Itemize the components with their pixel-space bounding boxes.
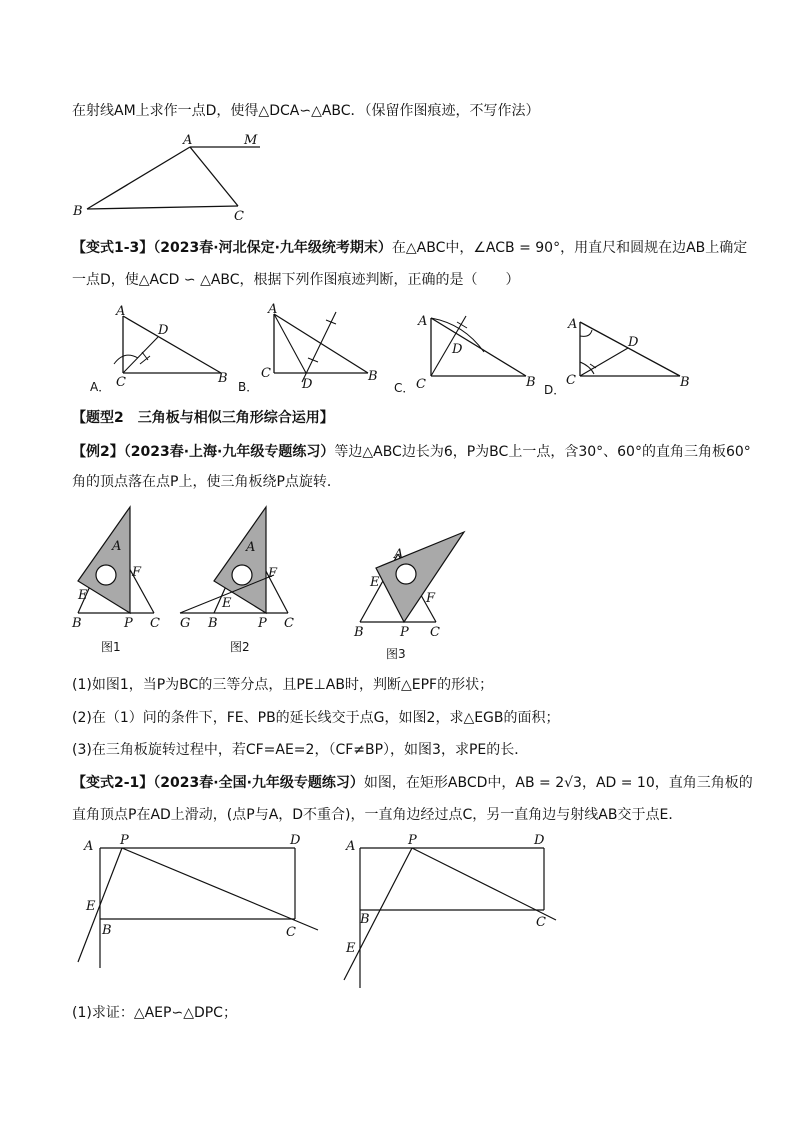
example2-source: （2023春·上海·九年级专题练习）	[123, 444, 335, 460]
example2-tag: 【例2】	[72, 444, 124, 460]
variant13-line1	[72, 238, 747, 258]
svg-text:D: D	[452, 342, 463, 357]
caption-fig3: 图3	[386, 647, 406, 661]
example2-line2: 角的顶点落在点P上，使三角板绕P点旋转．	[72, 474, 341, 490]
svg-text:B: B	[354, 625, 364, 640]
svg-text:D: D	[158, 323, 169, 338]
svg-text:P: P	[124, 616, 133, 631]
intro-line: 在射线AM上求作一点D，使得△DCA∽△ABC．（保留作图痕迹，不写作法）	[72, 103, 540, 119]
svg-text:A: A	[112, 539, 122, 554]
label-M: M	[244, 133, 258, 148]
svg-text:C: C	[566, 373, 576, 388]
svg-text:E: E	[346, 941, 356, 956]
option-a-figure	[88, 302, 238, 394]
figure-ray-am	[60, 128, 280, 223]
svg-text:B: B	[360, 912, 370, 927]
label-A: A	[183, 133, 193, 148]
svg-text:E: E	[86, 899, 96, 914]
svg-text:B: B	[680, 375, 690, 390]
variant13-tag: 【变式1-3】	[72, 240, 154, 256]
svg-text:F: F	[268, 566, 278, 581]
variant13-source: （2023春·河北保定·九年级统考期末）	[153, 240, 392, 256]
label-B: B	[73, 204, 83, 219]
svg-text:B: B	[218, 371, 228, 386]
svg-text:A: A	[394, 547, 404, 562]
figure-2	[176, 505, 306, 657]
svg-text:B: B	[72, 616, 82, 631]
svg-text:P: P	[120, 833, 129, 848]
svg-text:D: D	[628, 335, 639, 350]
option-c-label: C．	[394, 381, 415, 395]
svg-text:A: A	[116, 304, 126, 319]
caption-fig2: 图2	[230, 640, 250, 654]
option-c-figure	[394, 308, 544, 394]
svg-text:B: B	[526, 375, 536, 390]
svg-text:C: C	[430, 625, 440, 640]
svg-text:D: D	[302, 377, 313, 392]
svg-text:D: D	[290, 833, 301, 848]
variant21-q1: (1)求证：△AEP∽△DPC；	[72, 1005, 237, 1021]
svg-text:G: G	[180, 616, 191, 631]
variant21-text1: 如图，在矩形ABCD中，AB = 2√3，AD = 10，直角三角板的	[363, 775, 753, 791]
svg-text:D: D	[534, 833, 545, 848]
rectangle-figure-2	[340, 830, 570, 995]
svg-text:C: C	[116, 375, 126, 390]
label-C: C	[234, 209, 244, 224]
svg-text:A: A	[84, 839, 94, 854]
svg-text:A: A	[568, 317, 578, 332]
variant13-text1: 在△ABC中，∠ACB = 90°，用直尺和圆规在边AB上确定	[391, 240, 748, 256]
svg-text:F: F	[426, 591, 436, 606]
svg-text:C: C	[536, 915, 546, 930]
example2-q2: (2)在（1）问的条件下，FE、PB的延长线交于点G，如图2，求△EGB的面积；	[72, 710, 560, 726]
svg-text:C: C	[261, 366, 271, 381]
variant21-tag: 【变式2-1】	[72, 775, 154, 791]
svg-text:B: B	[102, 923, 112, 938]
svg-text:C: C	[284, 616, 294, 631]
caption-fig1: 图1	[101, 640, 121, 654]
option-d-label: D．	[544, 383, 566, 397]
svg-text:E: E	[222, 596, 232, 611]
example2-q3: (3)在三角板旋转过程中，若CF=AE=2，（CF≠BP），如图3，求PE的长．	[72, 742, 529, 758]
variant13-line2: 一点D，使△ACD ∽ △ABC，根据下列作图痕迹判断，正确的是（ ）	[72, 272, 520, 288]
variant21-line1	[72, 773, 753, 793]
figure-1	[64, 505, 174, 657]
option-d-figure	[542, 310, 702, 397]
svg-text:A: A	[246, 540, 256, 555]
example2-q1: (1)如图1，当P为BC的三等分点，且PE⊥AB时，判断△EPF的形状；	[72, 677, 494, 693]
variant21-line2: 直角顶点P在AD上滑动，(点P与A，D不重合)，一直角边经过点C，另一直角边与射线AB交于点E．	[72, 807, 683, 823]
example2-text1: 等边△ABC边长为6，P为BC上一点，含30°、60°的直角三角板60°	[334, 444, 751, 460]
option-b-figure	[238, 300, 388, 394]
rectangle-figure-1	[74, 830, 334, 975]
svg-text:E: E	[370, 575, 380, 590]
svg-text:C: C	[286, 925, 296, 940]
topic2-heading: 【题型2 三角板与相似三角形综合运用】	[72, 410, 334, 426]
svg-text:P: P	[408, 833, 417, 848]
svg-text:C: C	[416, 377, 426, 392]
svg-text:A: A	[268, 302, 278, 317]
variant21-source: （2023春·全国·九年级专题练习）	[153, 775, 364, 791]
svg-text:A: A	[418, 314, 428, 329]
svg-text:A: A	[346, 839, 356, 854]
svg-text:P: P	[400, 625, 409, 640]
svg-text:E: E	[78, 588, 88, 603]
svg-text:B: B	[208, 616, 218, 631]
svg-text:C: C	[150, 616, 160, 631]
svg-text:F: F	[132, 565, 142, 580]
svg-text:P: P	[258, 616, 267, 631]
example2-line1	[72, 442, 751, 462]
option-b-label: B．	[238, 380, 259, 394]
svg-text:B: B	[368, 369, 378, 384]
figure-3	[346, 530, 476, 660]
option-a-label: A．	[90, 380, 111, 394]
